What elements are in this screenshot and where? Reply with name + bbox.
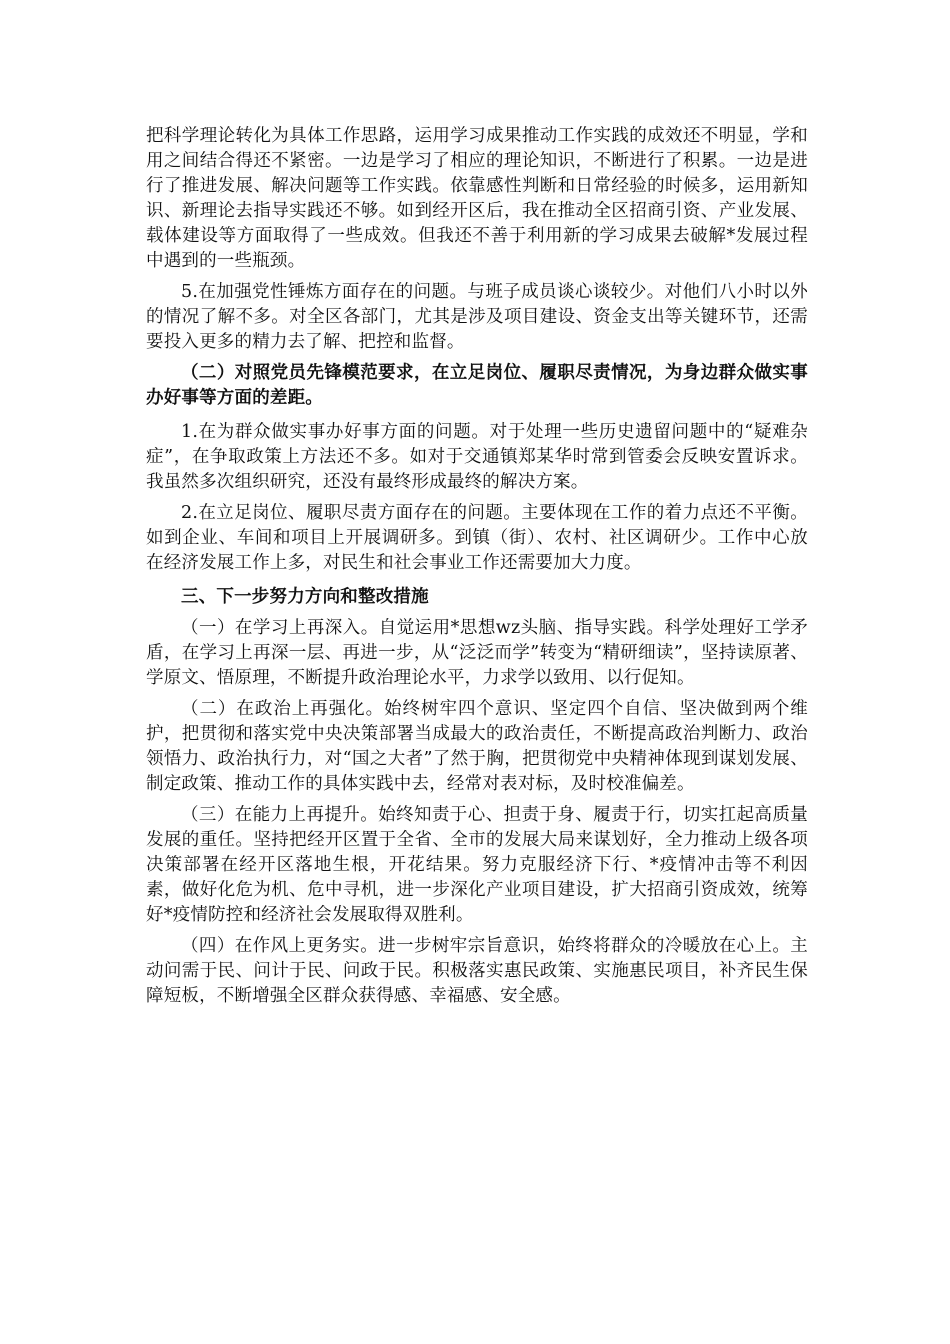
paragraph-study-application: 把科学理论转化为具体工作思路，运用学习成果推动工作实践的成效还不明显，学和用之间结合得还不紧密。一边是学习了相应的理论知识，不断进行了积累。一边是进行了推进发展、解决问题等工作实践。依靠感性判断和日常经验的时候多，运用新知识、新理论去指导实践还不够。如到经开区后，我在推动全区招商引资、产业发展、载体建设等方面取得了一些成效。但我还不善于利用新的学习成果去破解*发展过程中遇到的一些瓶颈。 — [146, 126, 808, 271]
paragraph-serving-masses: 1.在为群众做实事办好事方面的问题。对于处理一些历史遗留问题中的“疑难杂症”，在争取政策上方法还不多。如对于交通镇郑某华时常到管委会反映安置诉求。我虽然多次组织研究，还没有最终形成最终的解决方案。 — [146, 422, 808, 492]
section-heading-next-steps: 三、下一步努力方向和整改措施 — [181, 587, 429, 607]
paragraph-measure-politics: （二）在政治上再强化。始终树牢四个意识、坚定四个自信、坚决做到两个维护，把贯彻和落实党中央决策部署当成最大的政治责任，不断提高政治判断力、政治领悟力、政治执行力，对“国之大者”了然于胸，把贯彻党中央精神体现到谋划发展、制定政策、推动工作的具体实践中去，经常对表对标，及时校准偏差。 — [146, 699, 808, 794]
section-heading-vanguard-requirements: （二）对照党员先锋模范要求，在立足岗位、履职尽责情况，为身边群众做实事办好事等方面的差距。 — [146, 363, 808, 408]
document-page — [146, 124, 808, 1009]
paragraph-measure-style: （四）在作风上更务实。进一步树牢宗旨意识，始终将群众的冷暖放在心上。主动问需于民、问计于民、问政于民。积极落实惠民政策、实施惠民项目，补齐民生保障短板，不断增强全区群众获得感、幸福感、安全感。 — [146, 936, 808, 1006]
paragraph-duty-performance: 2.在立足岗位、履职尽责方面存在的问题。主要体现在工作的着力点还不平衡。如到企业、车间和项目上开展调研多。到镇（街）、农村、社区调研少。工作中心放在经济发展工作上多，对民生和社会事业工作还需要加大力度。 — [146, 503, 808, 573]
paragraph-measure-study: （一）在学习上再深入。自觉运用*思想wz头脑、指导实践。科学处理好工学矛盾，在学习上再深一层、再进一步，从“泛泛而学”转变为“精研细读”，坚持读原著、学原文、悟原理，不断提升政治理论水平，力求学以致用、以行促知。 — [146, 618, 808, 688]
paragraph-measure-ability: （三）在能力上再提升。始终知责于心、担责于身、履责于行，切实扛起高质量发展的重任。坚持把经开区置于全省、全市的发展大局来谋划好，全力推动上级各项决策部署在经开区落地生根，开花结果。努力克服经济下行、*疫情冲击等不利因素，做好化危为机、危中寻机，进一步深化产业项目建设，扩大招商引资成效，统筹好*疫情防控和经济社会发展取得双胜利。 — [146, 805, 808, 925]
paragraph-party-spirit: 5.在加强党性锤炼方面存在的问题。与班子成员谈心谈较少。对他们八小时以外的情况了解不多。对全区各部门，尤其是涉及项目建设、资金支出等关键环节，还需要投入更多的精力去了解、把控和监督。 — [146, 282, 808, 352]
